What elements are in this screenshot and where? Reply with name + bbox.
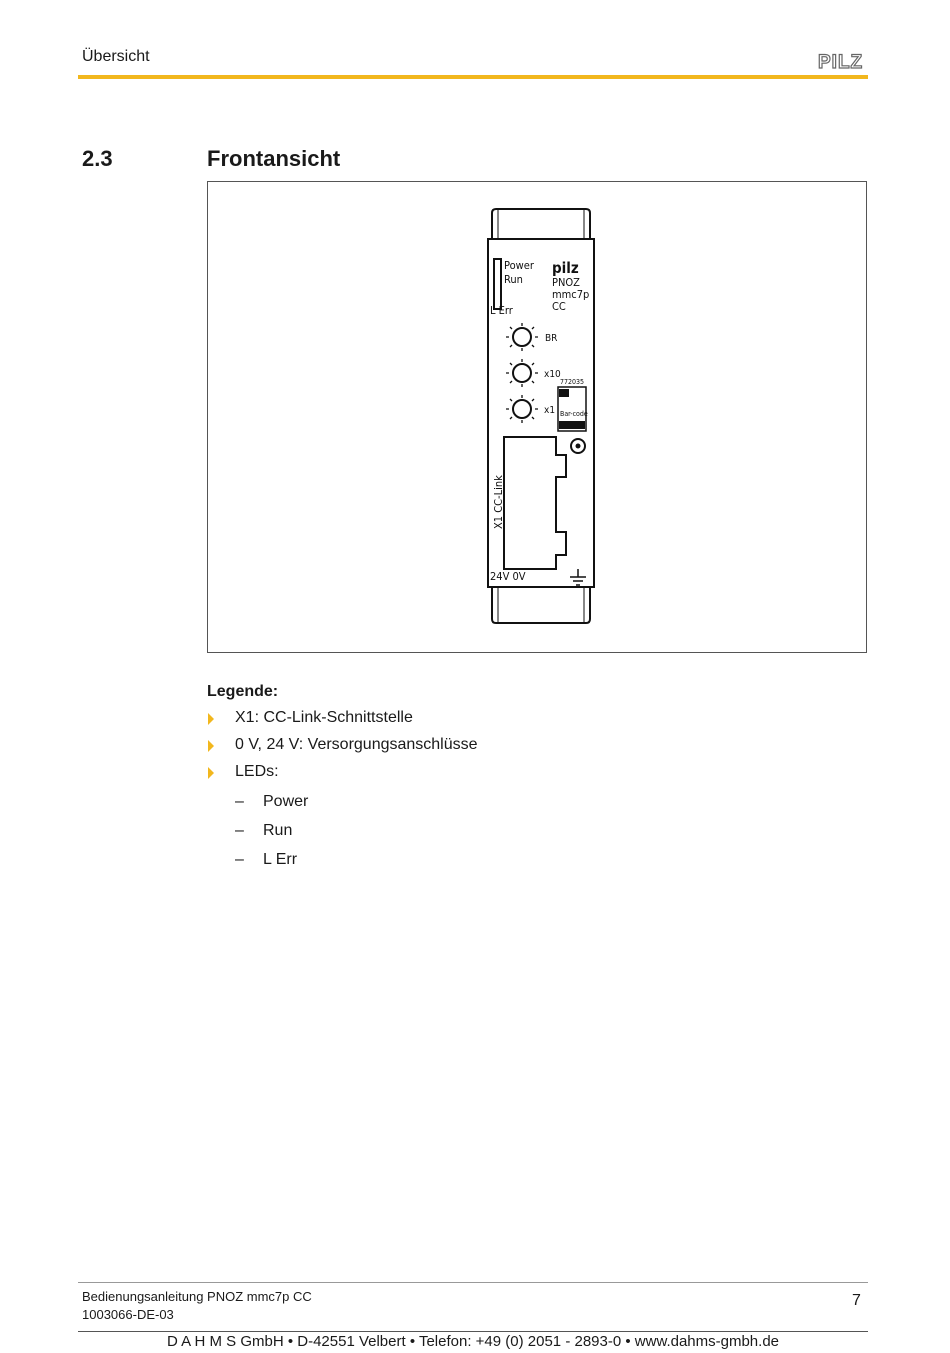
led-lerr-label: L Err [490,304,513,317]
header-title: Übersicht [82,48,150,65]
led-power-label: Power [504,259,534,272]
legend-item-text: 0 V, 24 V: Versorgungsanschlüsse [235,736,478,753]
distributor-line: D A H M S GmbH • D-42551 Velbert • Telefon: +49 (0) 2051 - 2893-0 • www.dahms-gmbh.de [166,1333,780,1350]
footer-doc-number: 1003066-DE-03 [82,1307,174,1322]
switch-x1-label: x1 [544,405,556,416]
arrow-bullet-icon [207,740,215,752]
front-view-figure [207,181,867,653]
device-brand: pilz [552,259,579,277]
device-model-1: PNOZ [552,276,580,289]
device-front-drawing [486,207,596,629]
arrow-bullet-icon [207,713,215,725]
footer-rule [78,1282,868,1283]
section-number: 2.3 [82,146,113,171]
pilz-logo [818,50,868,72]
arrow-bullet-icon [207,767,215,779]
legend-item-text: X1: CC-Link-Schnittstelle [235,709,413,726]
legend-sub-item-text: Run [263,822,293,839]
header-rule [78,75,868,79]
supply-label: 24V 0V [490,570,526,583]
dash-bullet: – [235,851,244,868]
page-number: 7 [852,1292,861,1309]
switch-br-label: BR [545,333,558,344]
dash-bullet: – [235,793,244,810]
connector-label: X1 CC-Link [492,475,505,529]
switch-x10-label: x10 [544,369,561,380]
footer-doc-title: Bedienungsanleitung PNOZ mmc7p CC [82,1289,312,1304]
bottom-rule [78,1331,868,1332]
legend-sub-item-text: L Err [263,851,298,868]
barcode-label: Bar-code [560,410,588,418]
led-run-label: Run [504,273,523,286]
dash-bullet: – [235,822,244,839]
legend-sub-item-text: Power [263,793,309,810]
legend-heading: Legende: [207,683,279,700]
section-title: Frontansicht [207,146,341,171]
device-model-2: mmc7p [552,288,590,301]
legend-item-text: LEDs: [235,763,279,780]
device-model-3: CC [552,300,566,313]
part-number: 772035 [560,378,585,386]
pilz-logo-text: PILZ [818,52,864,72]
